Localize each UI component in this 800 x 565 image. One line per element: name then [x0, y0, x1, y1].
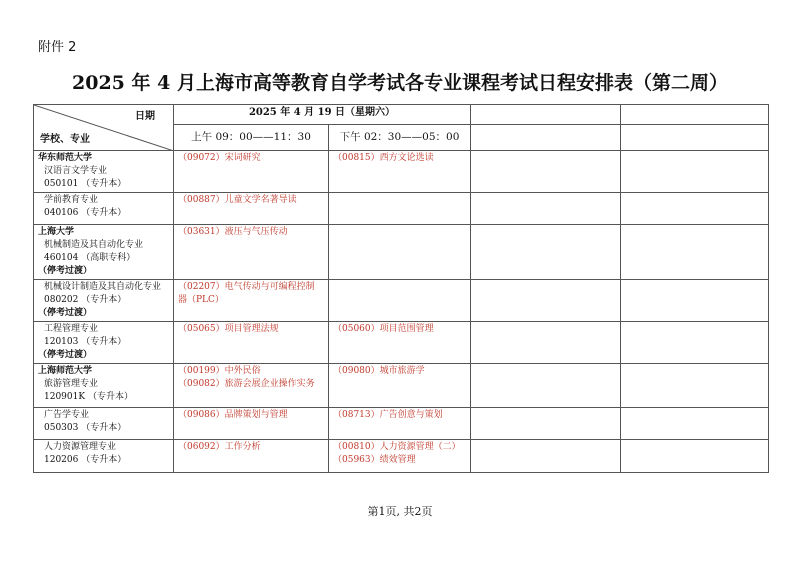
morning-exam-cell	[174, 225, 329, 280]
exam-course: （09072）宋词研究	[178, 153, 261, 163]
afternoon-exam-cell	[329, 151, 471, 193]
exam-course: （00815）西方文论选读	[333, 153, 434, 163]
empty-cell	[471, 151, 621, 193]
exam-course: （00810）人力资源管理（二）	[333, 442, 461, 452]
school-major-cell	[34, 280, 174, 322]
school-axis-label: 学校、专业	[40, 134, 90, 145]
major-code: 460104 （高职专科）	[44, 253, 136, 263]
empty-cell	[621, 280, 769, 322]
morning-exam-cell	[174, 408, 329, 440]
morning-slot-header: 上午 09：00——11：30	[174, 125, 329, 151]
empty-cell	[471, 193, 621, 225]
attachment-label: 附件 2	[38, 40, 77, 55]
school-major-cell	[34, 322, 174, 364]
major-code: 120206 （专升本）	[44, 455, 127, 465]
empty-cell	[621, 440, 769, 473]
afternoon-exam-cell	[329, 440, 471, 473]
date-axis-label: 日期	[135, 111, 155, 122]
exam-course: （09080）城市旅游学	[333, 366, 425, 376]
table-row	[34, 364, 769, 408]
empty-header-cell	[621, 105, 769, 125]
major-name: 人力资源管理专业	[44, 442, 117, 452]
morning-exam-cell	[174, 322, 329, 364]
major-name: 工程管理专业	[44, 324, 99, 334]
empty-cell	[621, 364, 769, 408]
exam-course: （08713）广告创意与策划	[333, 410, 443, 420]
major-name: 汉语言文学专业	[44, 166, 108, 176]
table-row	[34, 280, 769, 322]
exam-course: （05963）绩效管理	[333, 455, 416, 465]
morning-exam-cell	[174, 193, 329, 225]
page-title: 2025 年 4 月上海市高等教育自学考试各专业课程考试日程安排表（第二周）	[72, 72, 728, 94]
major-code: 120901K （专升本）	[44, 392, 133, 402]
major-code: 050303 （专升本）	[44, 423, 127, 433]
morning-exam-cell	[174, 364, 329, 408]
major-name: 机械制造及其自动化专业	[44, 240, 144, 250]
table-row	[34, 408, 769, 440]
diagonal-header-cell	[34, 105, 174, 151]
table-row	[34, 193, 769, 225]
table-row	[34, 151, 769, 193]
school-major-cell	[34, 151, 174, 193]
table-row	[34, 225, 769, 280]
morning-exam-cell	[174, 280, 329, 322]
empty-header-cell	[471, 105, 621, 125]
empty-cell	[471, 225, 621, 280]
table-row	[34, 440, 769, 473]
afternoon-exam-cell	[329, 364, 471, 408]
major-code: 050101 （专升本）	[44, 179, 127, 189]
empty-cell	[621, 322, 769, 364]
header-row-date	[34, 105, 769, 125]
afternoon-exam-cell	[329, 280, 471, 322]
suspension-note: （停考过渡）	[38, 350, 93, 360]
exam-course: （09082）旅游会展企业操作实务	[178, 379, 315, 389]
empty-cell	[471, 440, 621, 473]
school-major-cell	[34, 193, 174, 225]
school-major-cell	[34, 440, 174, 473]
major-name: 机械设计制造及其自动化专业	[44, 282, 162, 292]
empty-cell	[471, 322, 621, 364]
school-major-cell	[34, 408, 174, 440]
afternoon-exam-cell	[329, 322, 471, 364]
empty-cell	[621, 408, 769, 440]
empty-cell	[471, 408, 621, 440]
schedule-table	[33, 104, 769, 473]
empty-header-cell	[621, 125, 769, 151]
school-major-cell	[34, 364, 174, 408]
exam-course: （00887）儿童文学名著导读	[178, 195, 297, 205]
major-code: 120103 （专升本）	[44, 337, 127, 347]
major-name: 旅游管理专业	[44, 379, 99, 389]
empty-cell	[621, 193, 769, 225]
empty-cell	[471, 280, 621, 322]
table-row	[34, 322, 769, 364]
school-major-cell	[34, 225, 174, 280]
exam-course: （05065）项目管理法规	[178, 324, 279, 334]
suspension-note: （停考过渡）	[38, 266, 93, 276]
exam-course: （02207）电气传动与可编程控制	[178, 282, 315, 292]
exam-date-header: 2025 年 4 月 19 日（星期六）	[174, 105, 471, 125]
exam-course: 器（PLC）	[178, 295, 224, 305]
morning-exam-cell	[174, 440, 329, 473]
afternoon-slot-header: 下午 02：30——05：00	[329, 125, 471, 151]
school-name: 华东师范大学	[38, 153, 93, 163]
school-name: 上海大学	[38, 227, 75, 237]
exam-course: （09086）品牌策划与管理	[178, 410, 288, 420]
morning-exam-cell	[174, 151, 329, 193]
afternoon-exam-cell	[329, 225, 471, 280]
exam-course: （00199）中外民俗	[178, 366, 261, 376]
empty-cell	[621, 151, 769, 193]
major-code: 080202 （专升本）	[44, 295, 127, 305]
major-name: 广告学专业	[44, 410, 90, 420]
major-name: 学前教育专业	[44, 195, 99, 205]
exam-course: （05060）项目范围管理	[333, 324, 434, 334]
empty-cell	[471, 364, 621, 408]
empty-cell	[621, 225, 769, 280]
exam-course: （03631）液压与气压传动	[178, 227, 288, 237]
afternoon-exam-cell	[329, 193, 471, 225]
school-name: 上海师范大学	[38, 366, 93, 376]
exam-course: （06092）工作分析	[178, 442, 261, 452]
suspension-note: （停考过渡）	[38, 308, 93, 318]
afternoon-exam-cell	[329, 408, 471, 440]
major-code: 040106 （专升本）	[44, 208, 127, 218]
empty-header-cell	[471, 125, 621, 151]
page-footer: 第1页, 共2页	[367, 505, 433, 518]
